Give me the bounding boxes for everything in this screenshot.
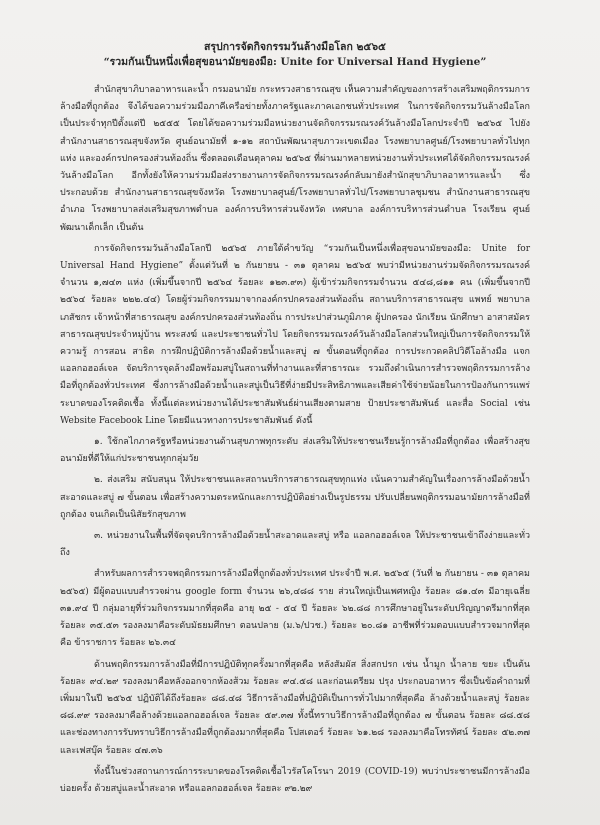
paragraph-survey-results: สำหรับผลการสำรวจพฤติกรรมการล้างมือที่ถูกต้องทั่วประเทศ ประจำปี พ.ศ. ๒๕๖๕ (วันที่ ๒ กันยายน - ๓๑ ตุลาคม ๒๕๖๕) มีผู้ตอบแบบสำรวจผ่าน google form จำนวน ๒๖,๔๘๘ ราย ส่วนใหญ่เป็นเพศหญิง ร้อยละ ๘๑.๔๓ มีอายุเฉลี่ย ๓๑.๙๔ ปี กลุ่มอายุที่ร่วมกิจกรรมมากที่สุดคือ อายุ ๒๕ - ๕๔ ปี ร้อยละ ๖๒.๘๘ การศึกษาอยู่ในระดับปริญญาตรีมากที่สุด ร้อยละ ๓๕.๕๓ รองลงมาคือระดับมัธยมศึกษา ตอนปลาย (ม.๖/ปวช.) ร้อยละ ๒๐.๘๑ อาชีพที่ร่วมตอบแบบสำรวจมากที่สุดคือ ข้าราชการ ร้อยละ ๒๖.๓๔ [60,569,530,649]
paragraph-behavior-results: ด้านพฤติกรรมการล้างมือที่มีการปฏิบัติทุกครั้งมากที่สุดคือ หลังสัมผัส สิ่งสกปรก เช่น น้ำมูก น้ำลาย ขยะ เป็นต้น ร้อยละ ๙๔.๒๙ รองลงมาคือหลังออกจากห้องส้วม ร้อยละ ๙๔.๕๘ และก่อนเตรียม ปรุง ประกอบอาหาร ซึ่งเป็นข้อคำถามที่เพิ่มมาในปี ๒๕๖๕ ปฏิบัติได้ถึงร้อยละ ๘๘.๔๘ วิธีการล้างมือที่ปฏิบัติเป็นการทั่วไปมากที่สุดคือ ล้างด้วยน้ำและสบู่ ร้อยละ ๘๘.๙๙ รองลงมาคือล้างด้วยแอลกอฮอล์เจล ร้อยละ ๕๙.๓๗ ทั้งนี้ทราบวิธีการล้างมือที่ถูกต้อง ๗ ขั้นตอน ร้อยละ ๘๘.๕๘ และช่องทางการรับทราบวิธีการล้างมือที่ถูกต้องมากที่สุดคือ โปสเตอร์ ร้อยละ ๖๑.๒๘ รองลงมาคือโทรทัศน์ ร้อยละ ๕๒.๓๗ และเฟสบุ๊ค ร้อยละ ๔๗.๓๖ [60,659,530,756]
list-item-3: ๓. หน่วยงานในพื้นที่จัดจุดบริการล้างมือด้วยน้ำสะอาดและสบู่ หรือ แอลกอฮอล์เจล ให้ประชาชนเข้าถึงง่ายและทั่วถึง [60,531,530,559]
list-item-2: ๒. ส่งเสริม สนับสนุน ให้ประชาชนและสถานบริการสาธารณสุขทุกแห่ง เน้นความสำคัญในเรื่องการล้างมือด้วยน้ำสะอาดและสบู่ ๗ ขั้นตอน เพื่อสร้างความตระหนักและการปฏิบัติอย่างเป็นรูปธรรม ปรับเปลี่ยนพฤติกรรมอนามัยการล้างมือที่ถูกต้อง จนเกิดเป็นนิสัยรักสุขภาพ [60,475,530,520]
paragraph-activities: การจัดกิจกรรมวันล้างมือโลกปี ๒๕๖๕ ภายใต้คำขวัญ “รวมกันเป็นหนึ่งเพื่อสุขอนามัยของมือ: Unite for Universal Hand Hygiene” ตั้งแต่วันที่ ๒ กันยายน - ๓๑ ตุลาคม ๒๕๖๕ พบว่ามีหน่วยงานร่วมจัดกิจกรรมรณรงค์ จำนวน ๑,๗๔๓ แห่ง (เพิ่มขึ้นจากปี ๒๕๖๔ ร้อยละ ๑๒๓.๙๓) ผู้เข้าร่วมกิจกรรมจำนวน ๕๔๘,๘๑๑ คน (เพิ่มขึ้นจากปี ๒๕๖๔ ร้อยละ ๒๒๒.๔๔) โดยผู้ร่วมกิจกรรมมาจากองค์กรปกครองส่วนท้องถิ่น สถานบริการสาธารณสุข แพทย์ พยาบาล เภสัชกร เจ้าหน้าที่สาธารณสุข องค์กรปกครองส่วนท้องถิ่น การประปาส่วนภูมิภาค ผู้ปกครอง นักเรียน นักศึกษา อาสาสมัครสาธารณสุขประจำหมู่บ้าน พระสงฆ์ และประชาชนทั่วไป โดยกิจกรรมรณรงค์วันล้างมือโลกส่วนใหญ่เป็นการจัดกิจกรรมให้ความรู้ การสอน สาธิต การฝึกปฏิบัติการล้างมือด้วยน้ำและสบู่ ๗ ขั้นตอนที่ถูกต้อง การประกวดคลิปวิดีโอล้างมือ แจกแอลกอฮอล์เจล จัดบริการจุดล้างมือพร้อมสบู่ในสถานที่ทำงานและที่สาธารณะ รวมถึงดำเนินการสำรวจพฤติกรรมการล้างมือที่ถูกต้องทั่วประเทศ ซึ่งการล้างมือด้วยน้ำและสบู่เป็นวิธีที่ง่ายมีประสิทธิภาพและเสียค่าใช้จ่ายน้อยในการป้องกันการแพร่ระบาดของโรคติดเชื้อ ทั้งนี้แต่ละหน่วยงานได้ประชาสัมพันธ์ผ่านเสียงตามสาย ป้ายประชาสัมพันธ์ และสื่อ Social เช่น Website Facebook Line โดยมีแนวทางการประชาสัมพันธ์ ดังนี้ [60,243,530,426]
paragraph-covid: ทั้งนี้ในช่วงสถานการณ์การระบาดของโรคติดเชื้อไวรัสโคโรนา 2019 (COVID-19) พบว่าประชาชนมีการล้างมือบ่อยครั้ง ด้วยสบู่และน้ำสะอาด หรือแอลกอฮอล์เจล ร้อยละ ๙๒.๒๙ [60,766,530,794]
paragraph-intro: สำนักสุขาภิบาลอาหารและน้ำ กรมอนามัย กระทรวงสาธารณสุข เห็นความสำคัญของการสร้างเสริมพฤติกรรมการล้างมือที่ถูกต้อง จึงได้ขอความร่วมมือภาคีเครือข่ายทั้งภาครัฐและภาคเอกชนทั่วประเทศ ในการจัดกิจกรรมวันล้างมือโลกเป็นประจำทุกปีตั้งแต่ปี ๒๕๕๕ โดยได้ขอความร่วมมือหน่วยงานจัดกิจกรรมรณรงค์วันล้างมือโลกประจำปี ๒๕๖๕ ไปยังสำนักงานสาธารณสุขจังหวัด ศูนย์อนามัยที่ ๑-๑๒ สถาบันพัฒนาสุขภาวะเขตเมือง โรงพยาบาลศูนย์/โรงพยาบาลทั่วไปทุกแห่ง และองค์กรปกครองส่วนท้องถิ่น ซึ่งตลอดเดือนตุลาคม ๒๕๖๕ ที่ผ่านมาหลายหน่วยงานทั่วประเทศได้จัดกิจกรรมรณรงค์วันล้างมือโลก อีกทั้งยังให้ความร่วมมือส่งรายงานการจัดกิจกรรมรณรงค์กลับมายังสำนักสุขาภิบาลอาหารและน้ำ ซึ่งประกอบด้วย สำนักงานสาธารณสุขจังหวัด โรงพยาบาลศูนย์/โรงพยาบาลทั่วไป/โรงพยาบาลชุมชน สำนักงานสาธารณสุขอำเภอ โรงพยาบาลส่งเสริมสุขภาพตำบล องค์การบริหารส่วนจังหวัด เทศบาล องค์การบริหารส่วนตำบล โรงเรียน ศูนย์พัฒนาเด็กเล็ก เป็นต้น [60,85,530,233]
list-item-1: ๑. ใช้กลไกภาครัฐหรือหน่วยงานด้านสุขภาพทุกระดับ ส่งเสริมให้ประชาชนเรียนรู้การล้างมือที่ถูกต้อง เพื่อสร้างสุขอนามัยที่ดีให้แก่ประชาชนทุกกลุ่มวัย [60,437,530,465]
document-title: สรุปการจัดกิจกรรมวันล้างมือโลก ๒๕๖๕ [204,41,386,53]
campaign-slogan: “รวมกันเป็นหนึ่งเพื่อสุขอนามัยของมือ: Unite for Universal Hand Hygiene” [103,56,487,68]
